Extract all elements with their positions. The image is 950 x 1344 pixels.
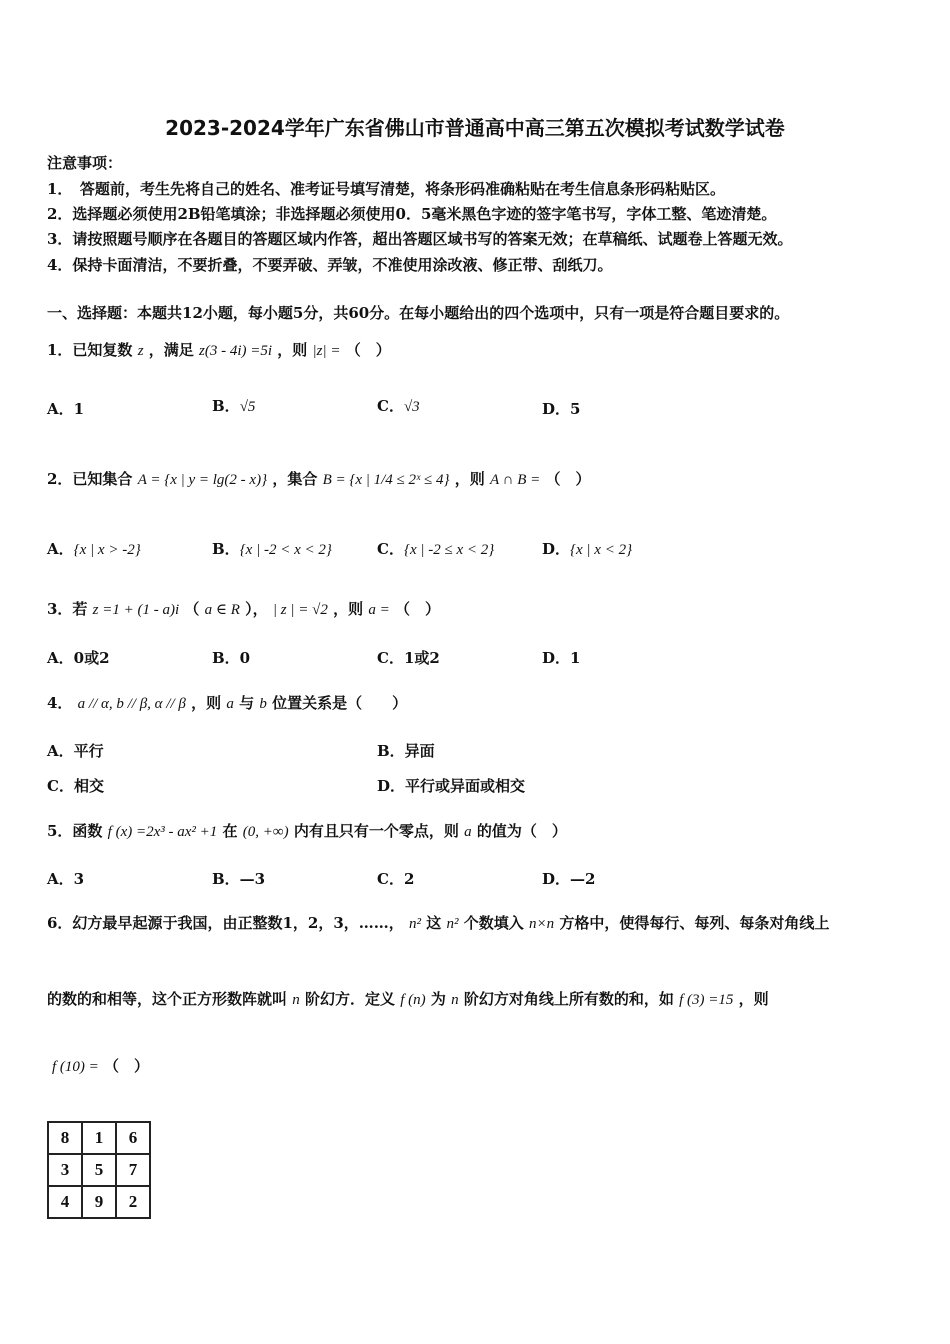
q6-text-8: 阶幻方对角线上所有数的和，如 bbox=[463, 990, 674, 1008]
magic-square-cell: 5 bbox=[82, 1154, 116, 1186]
q6-text-3: 个数填入 bbox=[463, 914, 524, 932]
notice-heading: 注意事项： bbox=[47, 154, 123, 172]
q1-option-c bbox=[377, 395, 420, 416]
notice-item-4: 4．保持卡面清洁，不要折叠，不要弄破、弄皱，不准使用涂改液、修正带、刮纸刀。 bbox=[47, 256, 613, 274]
magic-square-cell: 3 bbox=[48, 1154, 82, 1186]
q5-text-2: 在 bbox=[222, 822, 238, 840]
section-heading: 一、选择题：本题共12小题，每小题5分，共60分。在每小题给出的四个选项中，只有一项是符合题目要求的。 bbox=[47, 304, 790, 322]
q3-formula-z: z =1 + (1 - a)i bbox=[92, 602, 180, 618]
q6-formula-f3: f (3) =15 bbox=[679, 992, 734, 1008]
q5-option-c: C．2 bbox=[377, 870, 415, 888]
q6-text-9: ，则 bbox=[738, 990, 769, 1008]
q3-text: 3．若 bbox=[47, 600, 88, 618]
q4-formula-b: b bbox=[259, 696, 267, 712]
q2-option-d-formula: {x | x < 2} bbox=[570, 542, 633, 558]
q2-option-d-label: D． bbox=[542, 540, 571, 558]
q4-text-3: 与 bbox=[239, 694, 255, 712]
magic-square-row bbox=[48, 1186, 150, 1218]
magic-square-row bbox=[48, 1154, 150, 1186]
notice-item-3: 3．请按照题号顺序在各题目的答题区域内作答，超出答题区域书写的答案无效；在草稿纸、试题卷上答题无效。 bbox=[47, 230, 793, 248]
q5-text: 5．函数 bbox=[47, 822, 103, 840]
q4-text-2: ，则 bbox=[191, 694, 222, 712]
q2-option-c-formula: {x | -2 ≤ x < 2} bbox=[403, 542, 495, 558]
q4-option-c: C．相交 bbox=[47, 777, 104, 795]
question-3 bbox=[47, 598, 440, 619]
q4-text-4: 位置关系是（ ） bbox=[272, 694, 408, 712]
q6-formula-n-squared: n² bbox=[409, 916, 421, 932]
q1-text-4: （ ） bbox=[345, 341, 391, 359]
q5-formula-interval: (0, +∞) bbox=[242, 824, 289, 840]
q3-formula-modulus: | z | = √2 bbox=[272, 602, 328, 618]
q2-option-a-label: A． bbox=[47, 540, 74, 558]
magic-square-cell: 7 bbox=[116, 1154, 150, 1186]
q3-text-4: ，则 bbox=[333, 600, 364, 618]
magic-square-cell: 1 bbox=[82, 1122, 116, 1154]
q3-text-2: （ bbox=[184, 600, 200, 618]
question-1 bbox=[47, 339, 391, 360]
q4-formula-a: a bbox=[226, 696, 234, 712]
q3-option-b: B．0 bbox=[212, 649, 251, 667]
q2-option-a-formula: {x | x > -2} bbox=[73, 542, 141, 558]
q5-option-d: D．—2 bbox=[542, 870, 596, 888]
q3-option-c: C．1或2 bbox=[377, 649, 440, 667]
magic-square-cell: 9 bbox=[82, 1186, 116, 1218]
q4-formula-parallel: a // α, b // β, α // β bbox=[77, 696, 186, 712]
q1-formula-condition: z(3 - 4i) =5i bbox=[199, 343, 273, 359]
q3-text-3: ）， bbox=[245, 600, 268, 618]
q6-formula-n-squared-2: n² bbox=[446, 916, 459, 932]
question-6-line-1 bbox=[47, 912, 829, 933]
q3-option-a: A．0或2 bbox=[47, 649, 110, 667]
q6-text-5: 的数的和相等，这个正方形数阵就叫 bbox=[47, 990, 288, 1008]
q2-option-c bbox=[377, 538, 494, 559]
q4-option-a: A．平行 bbox=[47, 742, 104, 760]
q5-text-4: 的值为（ ） bbox=[476, 822, 567, 840]
q4-option-d: D．平行或异面或相交 bbox=[377, 777, 526, 795]
q6-formula-n: n bbox=[292, 992, 300, 1008]
q2-text-2: ，集合 bbox=[272, 470, 318, 488]
q6-formula-f10: f (10) = bbox=[52, 1059, 99, 1075]
q1-text-3: ，则 bbox=[277, 341, 308, 359]
magic-square-cell: 4 bbox=[48, 1186, 82, 1218]
q1-option-b-label: B． bbox=[212, 397, 240, 415]
question-5 bbox=[47, 820, 567, 841]
q5-option-a: A．3 bbox=[47, 870, 85, 888]
q6-text-2: 这 bbox=[426, 914, 442, 932]
q2-option-b-formula: {x | -2 < x < 2} bbox=[239, 542, 332, 558]
page-title: 2023-2024学年广东省佛山市普通高中高三第五次模拟考试数学试卷 bbox=[165, 116, 785, 140]
q1-option-d: D．5 bbox=[542, 400, 581, 418]
q3-option-d: D．1 bbox=[542, 649, 581, 667]
q6-formula-grid-size: n×n bbox=[528, 916, 555, 932]
q1-option-b bbox=[212, 395, 255, 416]
question-6-line-2 bbox=[47, 988, 769, 1009]
notice-item-1: 1． 答题前，考生先将自己的姓名、准考证号填写清楚，将条形码准确粘贴在考生信息条形码粘贴区。 bbox=[47, 180, 725, 198]
q5-formula-function: f (x) =2x³ - ax² +1 bbox=[107, 824, 218, 840]
q6-text-6: 阶幻方．定义 bbox=[304, 990, 395, 1008]
q3-text-5: （ ） bbox=[394, 600, 440, 618]
q2-formula-set-a: A = {x | y = lg(2 - x)} bbox=[137, 472, 268, 488]
notice-item-2: 2．选择题必须使用2B铅笔填涂；非选择题必须使用0．5毫米黑色字迹的签字笔书写，字体工整、笔迹清楚。 bbox=[47, 205, 777, 223]
question-6-line-3 bbox=[52, 1055, 149, 1076]
q2-text: 2．已知集合 bbox=[47, 470, 133, 488]
q1-option-b-formula: √5 bbox=[239, 399, 256, 415]
q2-option-b-label: B． bbox=[212, 540, 240, 558]
q2-option-a bbox=[47, 538, 141, 559]
q1-formula-modulus: |z| = bbox=[312, 343, 341, 359]
magic-square-cell: 2 bbox=[116, 1186, 150, 1218]
q2-formula-intersection: A ∩ B = bbox=[489, 472, 541, 488]
q5-text-3: 内有且只有一个零点，则 bbox=[293, 822, 459, 840]
q1-option-c-formula: √3 bbox=[403, 399, 420, 415]
q1-option-a: A．1 bbox=[47, 400, 85, 418]
q4-text: 4． bbox=[47, 694, 73, 712]
q6-formula-n-2: n bbox=[451, 992, 459, 1008]
q1-text: 1．已知复数 bbox=[47, 341, 133, 359]
question-4 bbox=[47, 692, 407, 713]
q6-text-10: （ ） bbox=[104, 1057, 150, 1075]
q2-text-4: （ ） bbox=[545, 470, 591, 488]
q4-option-b: B．异面 bbox=[377, 742, 435, 760]
magic-square-cell: 6 bbox=[116, 1122, 150, 1154]
q1-text-2: ，满足 bbox=[148, 341, 194, 359]
q5-option-b: B．—3 bbox=[212, 870, 266, 888]
q6-formula-fn: f (n) bbox=[400, 992, 426, 1008]
magic-square bbox=[47, 1121, 151, 1219]
q5-formula-a: a bbox=[464, 824, 472, 840]
q1-option-c-label: C． bbox=[377, 397, 404, 415]
magic-square-cell: 8 bbox=[48, 1122, 82, 1154]
question-2 bbox=[47, 468, 591, 489]
q6-text-4: 方格中，使得每行、每列、每条对角线上 bbox=[559, 914, 830, 932]
q3-formula-a: a = bbox=[368, 602, 390, 618]
q3-formula-domain: a ∈ R bbox=[204, 602, 240, 618]
q6-text: 6．幻方最早起源于我国，由正整数1，2，3，……， bbox=[47, 914, 404, 932]
q1-formula-z: z bbox=[137, 343, 144, 359]
magic-square-row bbox=[48, 1122, 150, 1154]
q2-option-c-label: C． bbox=[377, 540, 404, 558]
q2-option-b bbox=[212, 538, 332, 559]
q2-formula-set-b: B = {x | 1/4 ≤ 2ˣ ≤ 4} bbox=[322, 472, 450, 488]
q2-text-3: ，则 bbox=[454, 470, 485, 488]
q6-text-7: 为 bbox=[430, 990, 446, 1008]
q2-option-d bbox=[542, 538, 632, 559]
